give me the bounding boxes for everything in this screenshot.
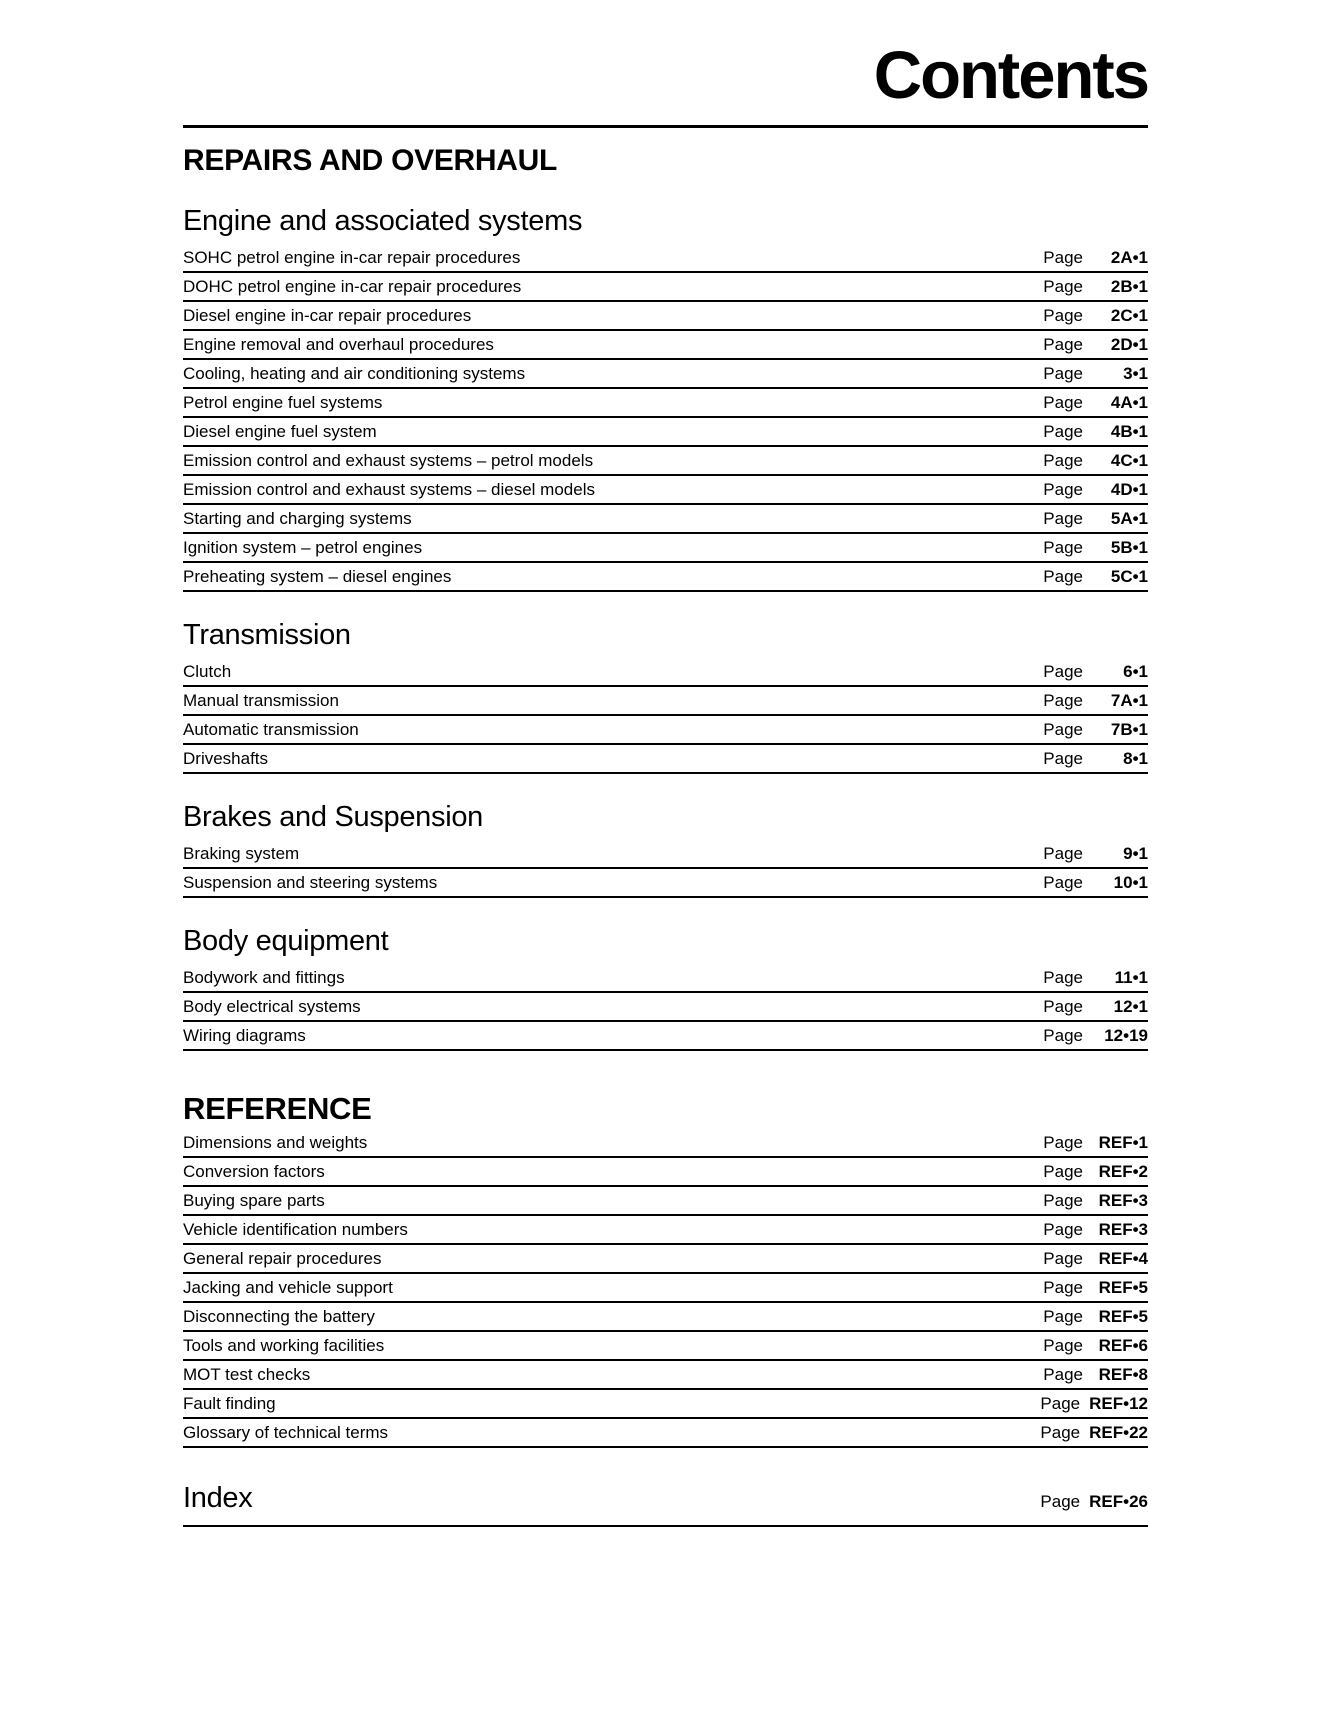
page-number: 6•1 [1123,661,1148,681]
page-word: Page [1043,479,1083,499]
toc-group [183,205,1148,592]
toc-item-label: Emission control and exhaust systems – petrol models [183,450,594,470]
toc-item-label: Preheating system – diesel engines [183,566,452,586]
page-number: 10•1 [1113,872,1148,892]
page-number: REF•22 [1089,1422,1148,1442]
page-word: Page [1043,508,1083,528]
page-word: Page [1043,392,1083,412]
toc-item-label: Conversion factors [183,1161,325,1181]
toc-group [183,1091,1148,1448]
toc-item-label: SOHC petrol engine in-car repair procedures [183,247,521,267]
toc-item-label: Jacking and vehicle support [183,1277,393,1297]
group-title: REFERENCE [183,1091,372,1126]
toc-item-label: Diesel engine fuel system [183,421,377,441]
page-number: 5B•1 [1110,537,1148,557]
toc-row [183,1022,1148,1051]
page-word: Page [1043,305,1083,325]
page-number: REF•4 [1098,1248,1148,1268]
toc-item-label: Driveshafts [183,748,269,768]
toc-row [183,1332,1148,1361]
toc-row [183,964,1148,993]
page-title: Contents [873,38,1148,113]
page-word: Page [1043,1161,1083,1181]
page-number: REF•6 [1098,1335,1148,1355]
toc-item-label: DOHC petrol engine in-car repair procedures [183,276,522,296]
toc-item-label: Glossary of technical terms [183,1422,389,1442]
page-word: Page [1043,363,1083,383]
page-word: Page [1043,748,1083,768]
page-number: 2A•1 [1110,247,1148,267]
group-rows [183,244,1148,592]
page-word: Page [1043,690,1083,710]
toc-row [183,1361,1148,1390]
page-word: Page [1043,276,1083,296]
toc-item-label: Tools and working facilities [183,1335,385,1355]
toc-row [183,1303,1148,1332]
toc-row [183,1158,1148,1187]
page-word: Page [1043,334,1083,354]
toc-row [183,993,1148,1022]
toc-row [183,476,1148,505]
toc-row [183,840,1148,869]
toc-item-label: Disconnecting the battery [183,1306,375,1326]
toc-row [183,687,1148,716]
toc-item-label: Diesel engine in-car repair procedures [183,305,472,325]
toc-row [183,534,1148,563]
toc-row [183,716,1148,745]
page-number: 4A•1 [1110,392,1148,412]
page-word: Page [1040,1422,1081,1442]
toc-item-label: Automatic transmission [183,719,359,739]
title-rule [183,125,1148,128]
contents-body [183,40,1148,1527]
toc-group [183,925,1148,1051]
toc-item-label: Wiring diagrams [183,1025,306,1045]
toc-item-label: Ignition system – petrol engines [183,537,423,557]
page-number: REF•3 [1098,1190,1148,1210]
toc-item-label: Petrol engine fuel systems [183,392,383,412]
toc-row [183,1274,1148,1303]
toc-item-label: Suspension and steering systems [183,872,438,892]
page-word: Page [1043,661,1083,681]
part-heading: REPAIRS AND OVERHAUL [183,144,558,177]
toc-row [183,273,1148,302]
group-title: Transmission [183,619,351,651]
page-word: Page [1043,1190,1083,1210]
toc-row [183,1129,1148,1158]
page-number: 7B•1 [1110,719,1148,739]
toc-row [183,563,1148,592]
toc-item-label: Manual transmission [183,690,339,710]
page-number: REF•26 [1089,1492,1148,1511]
page-number: REF•8 [1098,1364,1148,1384]
toc-item-label: Cooling, heating and air conditioning systems [183,363,526,383]
toc-item-label: Starting and charging systems [183,508,412,528]
page-number: 12•19 [1104,1025,1148,1045]
toc-row [183,505,1148,534]
toc-row [183,302,1148,331]
page-word: Page [1040,1492,1081,1511]
toc-group [183,619,1148,774]
page-word: Page [1043,1132,1083,1152]
toc-row [183,1216,1148,1245]
page-word: Page [1043,843,1083,863]
page-number: 2D•1 [1110,334,1148,354]
page-word: Page [1043,1025,1083,1045]
page-number: 4C•1 [1110,450,1148,470]
page-number: 7A•1 [1110,690,1148,710]
page-word: Page [1040,1393,1081,1413]
group-title: Body equipment [183,925,389,957]
page-number: 4B•1 [1110,421,1148,441]
toc-item-label: General repair procedures [183,1248,382,1268]
toc-row [183,418,1148,447]
page-word: Page [1043,1248,1083,1268]
page-number: 2C•1 [1110,305,1148,325]
page-word: Page [1043,1277,1083,1297]
toc-sections [183,144,1148,1527]
page-word: Page [1043,1219,1083,1239]
index-label: Index [183,1482,253,1514]
toc-row [183,745,1148,774]
toc-row [183,244,1148,273]
page-word: Page [1043,566,1083,586]
page-number: 5A•1 [1110,508,1148,528]
toc-row [183,389,1148,418]
toc-item-label: Fault finding [183,1393,276,1413]
page-number: REF•3 [1098,1219,1148,1239]
toc-row [183,869,1148,898]
page-word: Page [1043,537,1083,557]
group-rows [183,964,1148,1051]
page-number: 4D•1 [1110,479,1148,499]
toc-item-label: MOT test checks [183,1364,311,1384]
toc-row [183,447,1148,476]
toc-item-label: Vehicle identification numbers [183,1219,408,1239]
page-number: 11•1 [1114,967,1148,987]
page-number: REF•12 [1089,1393,1148,1413]
page-number: 3•1 [1123,363,1148,383]
toc-row [183,1245,1148,1274]
group-rows [183,840,1148,898]
page-word: Page [1043,719,1083,739]
toc-item-label: Braking system [183,843,300,863]
group-title: Brakes and Suspension [183,801,484,833]
toc-row [183,331,1148,360]
page-word: Page [1043,1306,1083,1326]
group-rows [183,658,1148,774]
toc-row [183,360,1148,389]
page-number: 5C•1 [1110,566,1148,586]
page-word: Page [1043,996,1083,1016]
page-number: REF•2 [1098,1161,1148,1181]
toc-item-label: Emission control and exhaust systems – diesel models [183,479,595,499]
page-word: Page [1043,1364,1083,1384]
page-number: 2B•1 [1110,276,1148,296]
page-number: REF•1 [1098,1132,1148,1152]
page-number: 9•1 [1123,843,1148,863]
page-word: Page [1043,247,1083,267]
index-row [183,1482,1148,1527]
toc-item-label: Bodywork and fittings [183,967,345,987]
toc-row [183,1390,1148,1419]
toc-item-label: Dimensions and weights [183,1132,368,1152]
page-number: 8•1 [1123,748,1148,768]
page-number: 12•1 [1113,996,1148,1016]
page-word: Page [1043,1335,1083,1355]
toc-row [183,1419,1148,1448]
toc-item-label: Body electrical systems [183,996,361,1016]
page-word: Page [1043,421,1083,441]
page-number: REF•5 [1098,1306,1148,1326]
toc-row [183,1187,1148,1216]
group-title: Engine and associated systems [183,205,583,237]
page-word: Page [1043,967,1083,987]
toc-row [183,658,1148,687]
page-word: Page [1043,450,1083,470]
toc-group [183,801,1148,898]
page-number: REF•5 [1098,1277,1148,1297]
group-rows [183,1129,1148,1448]
toc-item-label: Clutch [183,661,232,681]
toc-item-label: Buying spare parts [183,1190,325,1210]
page-word: Page [1043,872,1083,892]
toc-item-label: Engine removal and overhaul procedures [183,334,494,354]
